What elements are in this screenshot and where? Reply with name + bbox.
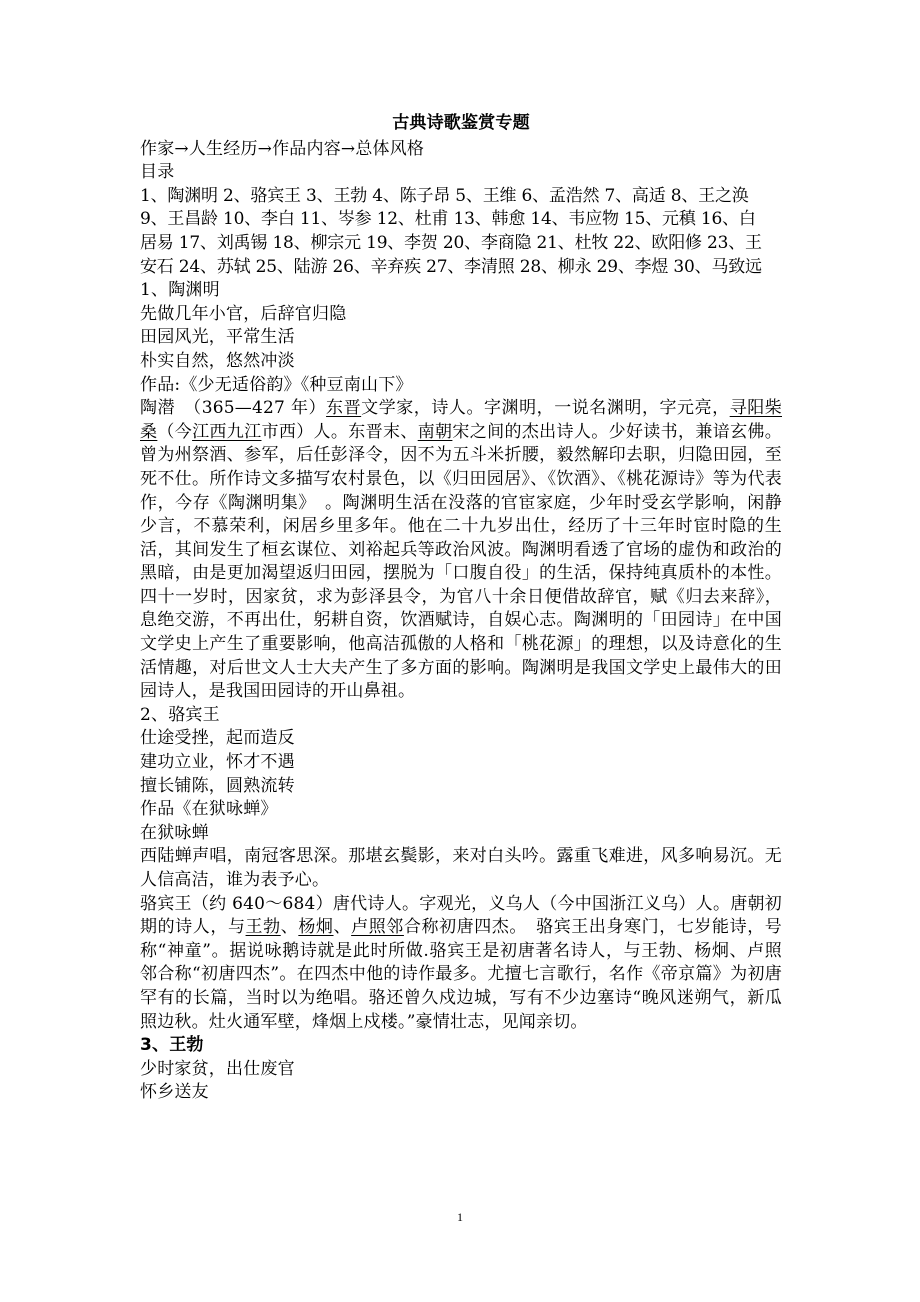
page-number: 1 — [457, 1210, 463, 1224]
toc-line-2: 9、王昌龄 10、李白 11、岑参 12、杜甫 13、韩愈 14、韦应物 15、元稹 16、白 — [140, 209, 756, 230]
link-nanchao[interactable]: 南朝 — [417, 421, 453, 442]
section-3-heading: 3、王勃 — [140, 1035, 204, 1056]
page-title: 古典诗歌鉴赏专题 — [392, 113, 530, 133]
section-1-biography — [140, 397, 782, 704]
toc-line-4: 安石 24、苏轼 25、陆游 26、辛弃疾 27、李清照 28、柳永 29、李煜 30、马致远 — [140, 256, 762, 277]
section-2-summary-1: 仕途受挫，起而造反 — [140, 728, 295, 749]
section-1-summary-3: 朴实自然，悠然冲淡 — [140, 350, 295, 371]
bio-text: 骆宾王（约 640～684）唐代诗人。字观光，义乌人（今中国浙江义乌）人。唐朝初期的诗人，与 — [140, 893, 782, 938]
section-2-summary-3: 擅长铺陈，圆熟流转 — [140, 775, 295, 796]
bio-text: 陶潜 （365—427 年） — [140, 398, 327, 419]
link-xunyang-chaisang[interactable]: 寻阳柴桑 — [140, 398, 782, 442]
section-3-summary-2: 怀乡送友 — [140, 1082, 209, 1103]
link-lu-zhaolin[interactable]: 卢照邻 — [351, 917, 404, 938]
section-2-works: 作品《在狱咏蝉》 — [140, 799, 278, 820]
section-2-biography — [140, 893, 782, 1035]
link-wang-bo[interactable]: 王勃 — [245, 917, 281, 938]
section-3-summary-1: 少时家贫，出仕废官 — [140, 1058, 295, 1079]
bio-text: 宋之间的杰出诗人。少好读书，兼谙玄佛。曾为州祭酒、参军，后任彭泽令，因不为五斗米折腰，毅然解印去职，归隐田园，至死不仕。所作诗文多描写农村景色，以《归田园居》、《饮酒》、《桃花源诗》等为代表作，今存《陶渊明集》 。陶渊明生活在没落的官宦家庭，少年时受玄学影响，闲静少言，不慕荣利，闲居乡里多年。他在二十九岁出仕，经历了十三年时宦时隐的生活，其间发生了桓玄谋位、刘裕起兵等政治风波。陶渊明看透了官场的虚伪和政治的黑暗，由是更加渴望返归田园，摆脱为「口腹自役」的生活，保持纯真质朴的本性。四十一岁时，因家贫，求为彭泽县令，为官八十余日便借故辞官，赋《归去来辞》，息绝交游，不再出仕，躬耕自资，饮酒赋诗，自娱心志。陶渊明的「田园诗」在中国文学史上产生了重要影响，他高洁孤傲的人格和「桃花源」的理想，以及诗意化的生活情趣，对后世文人士大夫产生了多方面的影响。陶渊明是我国文学史上最伟大的田园诗人，是我国田园诗的开山鼻祖。 — [140, 421, 782, 702]
section-1-summary-1: 先做几年小官，后辞官归隐 — [140, 303, 347, 324]
link-dongjin[interactable]: 东晋 — [326, 398, 362, 419]
link-yang-jiong[interactable]: 杨炯 — [298, 917, 334, 938]
bio-text: 合称初唐四杰。 骆宾王出身寒门，七岁能诗，号称“神童”。据说咏鹅诗就是此时所做.骆宾王是初唐著名诗人，与王勃、杨炯、卢照邻合称“初唐四杰”。在四杰中他的诗作最多。尤擅七言歌行，名作《帝京篇》为初唐罕有的长篇，当时以为绝唱。骆还曾久戍边城，写有不少边塞诗“晚风迷朔气，新瓜照边秋。灶火通军壁，烽烟上戍楼。”豪情壮志，见闻亲切。 — [140, 917, 782, 1032]
bio-text: （今 — [157, 421, 193, 442]
document-body — [140, 112, 782, 1105]
toc-label: 目录 — [140, 162, 175, 183]
section-1-works: 作品:《少无适俗韵》《种豆南山下》 — [140, 374, 413, 395]
bio-text: 文学家，诗人。字渊明，一说名渊明，字元亮， — [361, 398, 730, 419]
section-2-summary-2: 建功立业，怀才不遇 — [140, 752, 295, 773]
link-jiangxi-jiujiang[interactable]: 江西九江 — [192, 421, 262, 442]
section-1-summary-2: 田园风光，平常生活 — [140, 327, 295, 348]
toc-line-1: 1、陶渊明 2、骆宾王 3、王勃 4、陈子昂 5、王维 6、孟浩然 7、高适 8、王之涣 — [140, 185, 749, 206]
section-1-heading: 1、陶渊明 — [140, 280, 220, 301]
poem-title: 在狱咏蝉 — [140, 822, 209, 843]
subtitle-line: 作家→人生经历→作品内容→总体风格 — [140, 138, 425, 159]
bio-text: 、 — [280, 917, 299, 938]
poem-text: 西陆蝉声唱，南冠客思深。那堪玄鬓影，来对白头吟。露重飞难进，风多响易沉。无人信高洁，谁为表予心。 — [140, 846, 782, 890]
toc-line-3: 居易 17、刘禹锡 18、柳宗元 19、李贺 20、李商隐 21、杜牧 22、欧阳修 23、王 — [140, 232, 762, 253]
section-2-heading: 2、骆宾王 — [140, 704, 220, 725]
bio-text: 、 — [333, 917, 352, 938]
bio-text: 市西）人。东晋末、 — [261, 421, 418, 442]
